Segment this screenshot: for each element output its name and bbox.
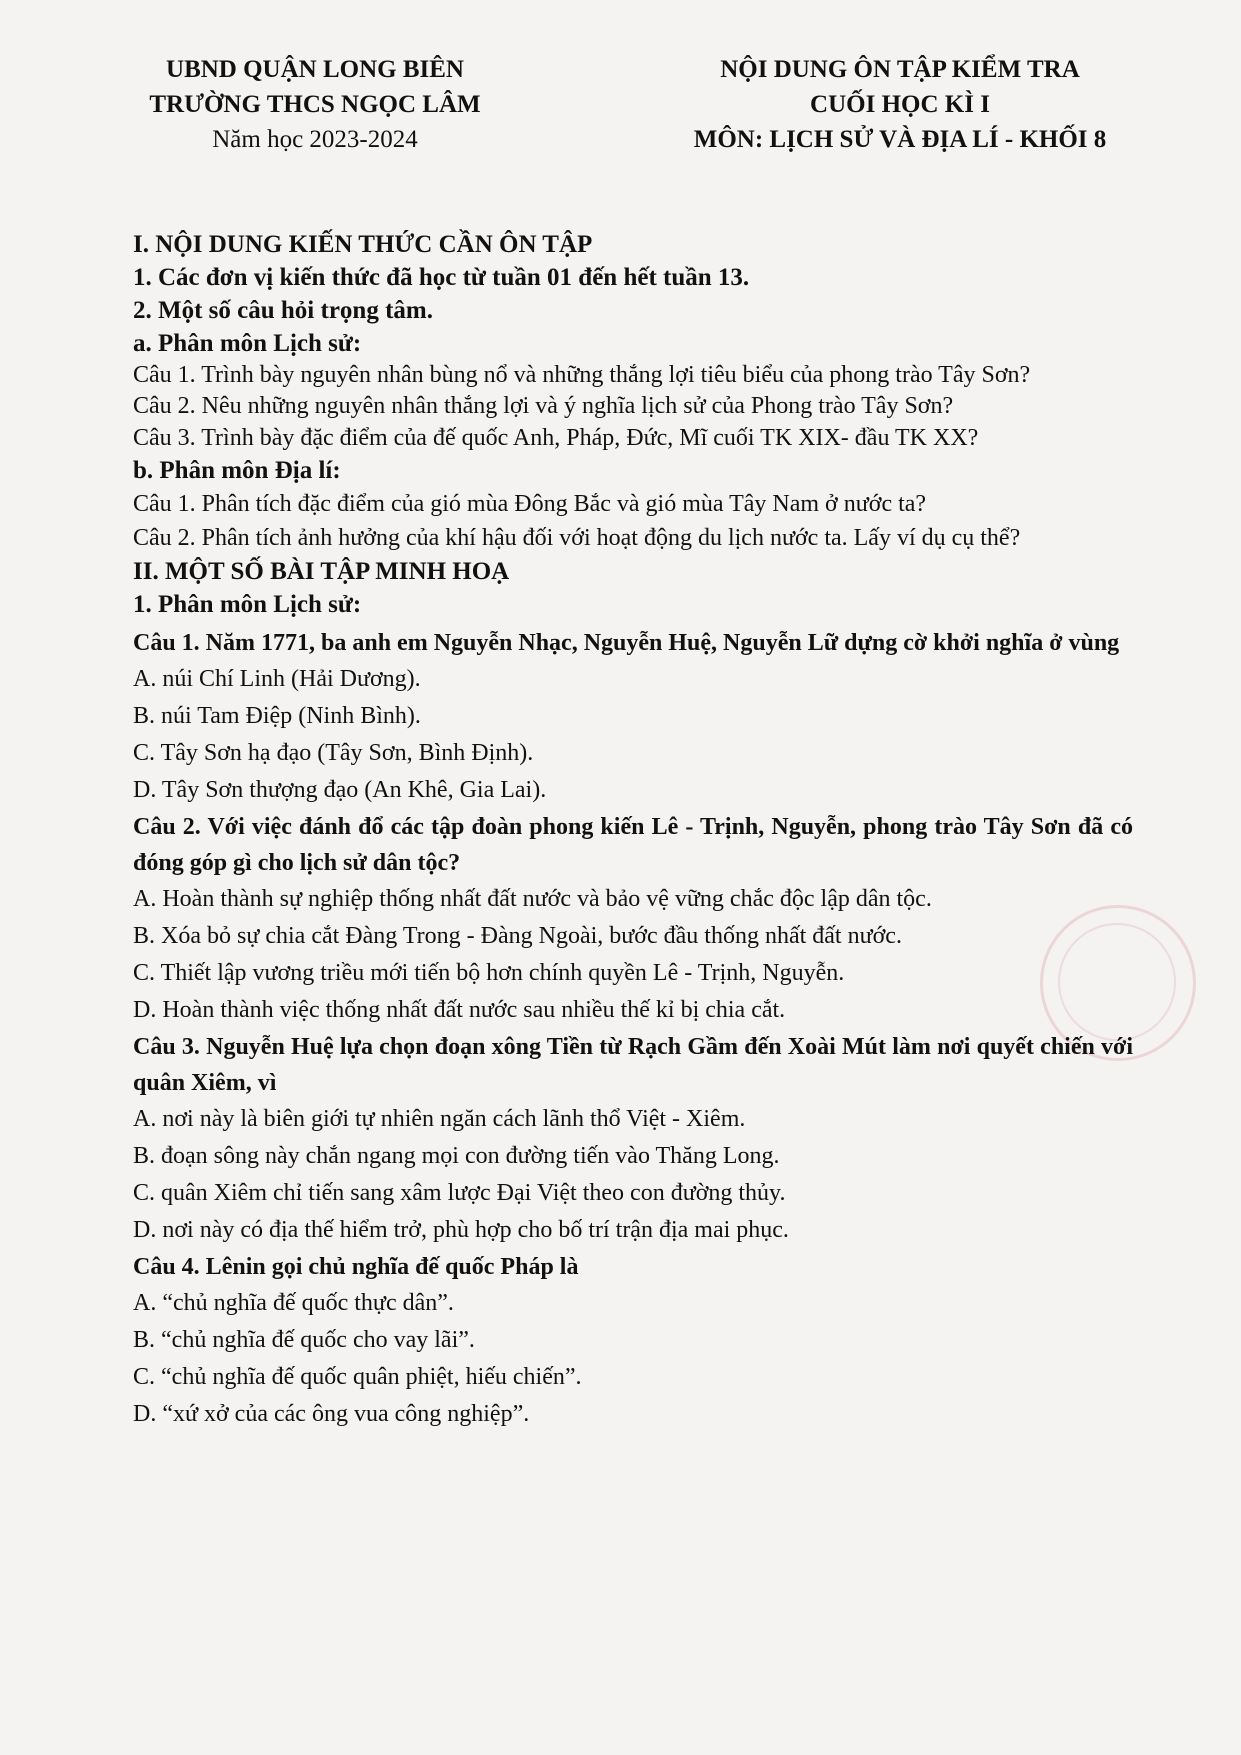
exercise-2-option-c: C. Thiết lập vương triều mới tiến bộ hơn chính quyền Lê - Trịnh, Nguyễn.: [133, 960, 845, 986]
exercise-4-option-c: C. “chủ nghĩa đế quốc quân phiệt, hiếu chiến”.: [133, 1364, 582, 1390]
exercise-question-3: Câu 3. Nguyễn Huệ lựa chọn đoạn xông Tiền từ Rạch Gầm đến Xoài Mút làm nơi quyết chiến với quân Xiêm, vì: [133, 1034, 1133, 1096]
exercise-4-option-b: B. “chủ nghĩa đế quốc cho vay lãi”.: [133, 1327, 475, 1353]
exercise-4-option-d: D. “xứ xở của các ông vua công nghiệp”.: [133, 1401, 530, 1427]
school-name: TRƯỜNG THCS NGỌC LÂM: [149, 91, 481, 118]
exercise-3-option-d: D. nơi này có địa thế hiểm trở, phù hợp cho bố trí trận địa mai phục.: [133, 1217, 789, 1243]
history-question-2: Câu 2. Nêu những nguyên nhân thắng lợi và ý nghĩa lịch sử của Phong trào Tây Sơn?: [133, 393, 954, 419]
header-right: [660, 52, 1140, 157]
exercise-1-option-a: A. núi Chí Linh (Hải Dương).: [133, 666, 421, 692]
document-body: [133, 228, 1133, 1433]
subject-title: MÔN: LỊCH SỬ VÀ ĐỊA LÍ - KHỐI 8: [693, 126, 1107, 153]
exercise-2-option-d: D. Hoàn thành việc thống nhất đất nước sau nhiều thế kỉ bị chia cắt.: [133, 997, 786, 1023]
history-question-3: Câu 3. Trình bày đặc điểm của đế quốc Anh, Pháp, Đức, Mĩ cuối TK XIX- đầu TK XX?: [133, 425, 979, 451]
geo-question-2: Câu 2. Phân tích ảnh hưởng của khí hậu đối với hoạt động du lịch nước ta. Lấy ví dụ cụ thể?: [133, 525, 1021, 551]
district-name: UBND QUẬN LONG BIÊN: [166, 56, 464, 83]
exercise-question-2: Câu 2. Với việc đánh đổ các tập đoàn phong kiến Lê - Trịnh, Nguyễn, phong trào Tây Sơn đã có đóng góp gì cho lịch sử dân tộc?: [133, 814, 1133, 876]
exercise-3-option-c: C. quân Xiêm chỉ tiến sang xâm lược Đại Việt theo con đường thủy.: [133, 1180, 786, 1206]
exercise-1-option-b: B. núi Tam Điệp (Ninh Bình).: [133, 703, 421, 729]
exercise-3-option-a: A. nơi này là biên giới tự nhiên ngăn cách lãnh thổ Việt - Xiêm.: [133, 1106, 746, 1132]
exercise-question-4: Câu 4. Lênin gọi chủ nghĩa đế quốc Pháp là: [133, 1254, 579, 1280]
school-year: Năm học 2023-2024: [212, 126, 418, 153]
history-subsection-title: a. Phân môn Lịch sử:: [133, 330, 362, 357]
header-left: [120, 52, 510, 157]
exercise-question-1: Câu 1. Năm 1771, ba anh em Nguyễn Nhạc, Nguyễn Huệ, Nguyễn Lữ dựng cờ khởi nghĩa ở vùng: [133, 630, 1120, 656]
document-title: NỘI DUNG ÔN TẬP KIỂM TRA: [720, 56, 1080, 83]
geo-subsection-title: b. Phân môn Địa lí:: [133, 457, 341, 484]
exercise-3-option-b: B. đoạn sông này chắn ngang mọi con đường tiến vào Thăng Long.: [133, 1143, 780, 1169]
exercise-1-option-d: D. Tây Sơn thượng đạo (An Khê, Gia Lai).: [133, 777, 547, 803]
section1-title: I. NỘI DUNG KIẾN THỨC CẦN ÔN TẬP: [133, 231, 593, 258]
section2-subtitle: 1. Phân môn Lịch sử:: [133, 591, 362, 618]
term-title: CUỐI HỌC KÌ I: [810, 91, 990, 118]
history-question-1: Câu 1. Trình bày nguyên nhân bùng nổ và những thắng lợi tiêu biểu của phong trào Tây Sơn?: [133, 362, 1031, 388]
section1-item1: 1. Các đơn vị kiến thức đã học từ tuần 01 đến hết tuần 13.: [133, 264, 750, 291]
exercise-1-option-c: C. Tây Sơn hạ đạo (Tây Sơn, Bình Định).: [133, 740, 534, 766]
exercise-2-option-b: B. Xóa bỏ sự chia cắt Đàng Trong - Đàng Ngoài, bước đầu thống nhất đất nước.: [133, 923, 902, 949]
section1-item2: 2. Một số câu hỏi trọng tâm.: [133, 297, 433, 324]
exercise-4-option-a: A. “chủ nghĩa đế quốc thực dân”.: [133, 1290, 454, 1316]
exercise-2-option-a: A. Hoàn thành sự nghiệp thống nhất đất nước và bảo vệ vững chắc độc lập dân tộc.: [133, 886, 932, 912]
geo-question-1: Câu 1. Phân tích đặc điểm của gió mùa Đông Bắc và gió mùa Tây Nam ở nước ta?: [133, 491, 927, 517]
section2-title: II. MỘT SỐ BÀI TẬP MINH HOẠ: [133, 558, 510, 585]
